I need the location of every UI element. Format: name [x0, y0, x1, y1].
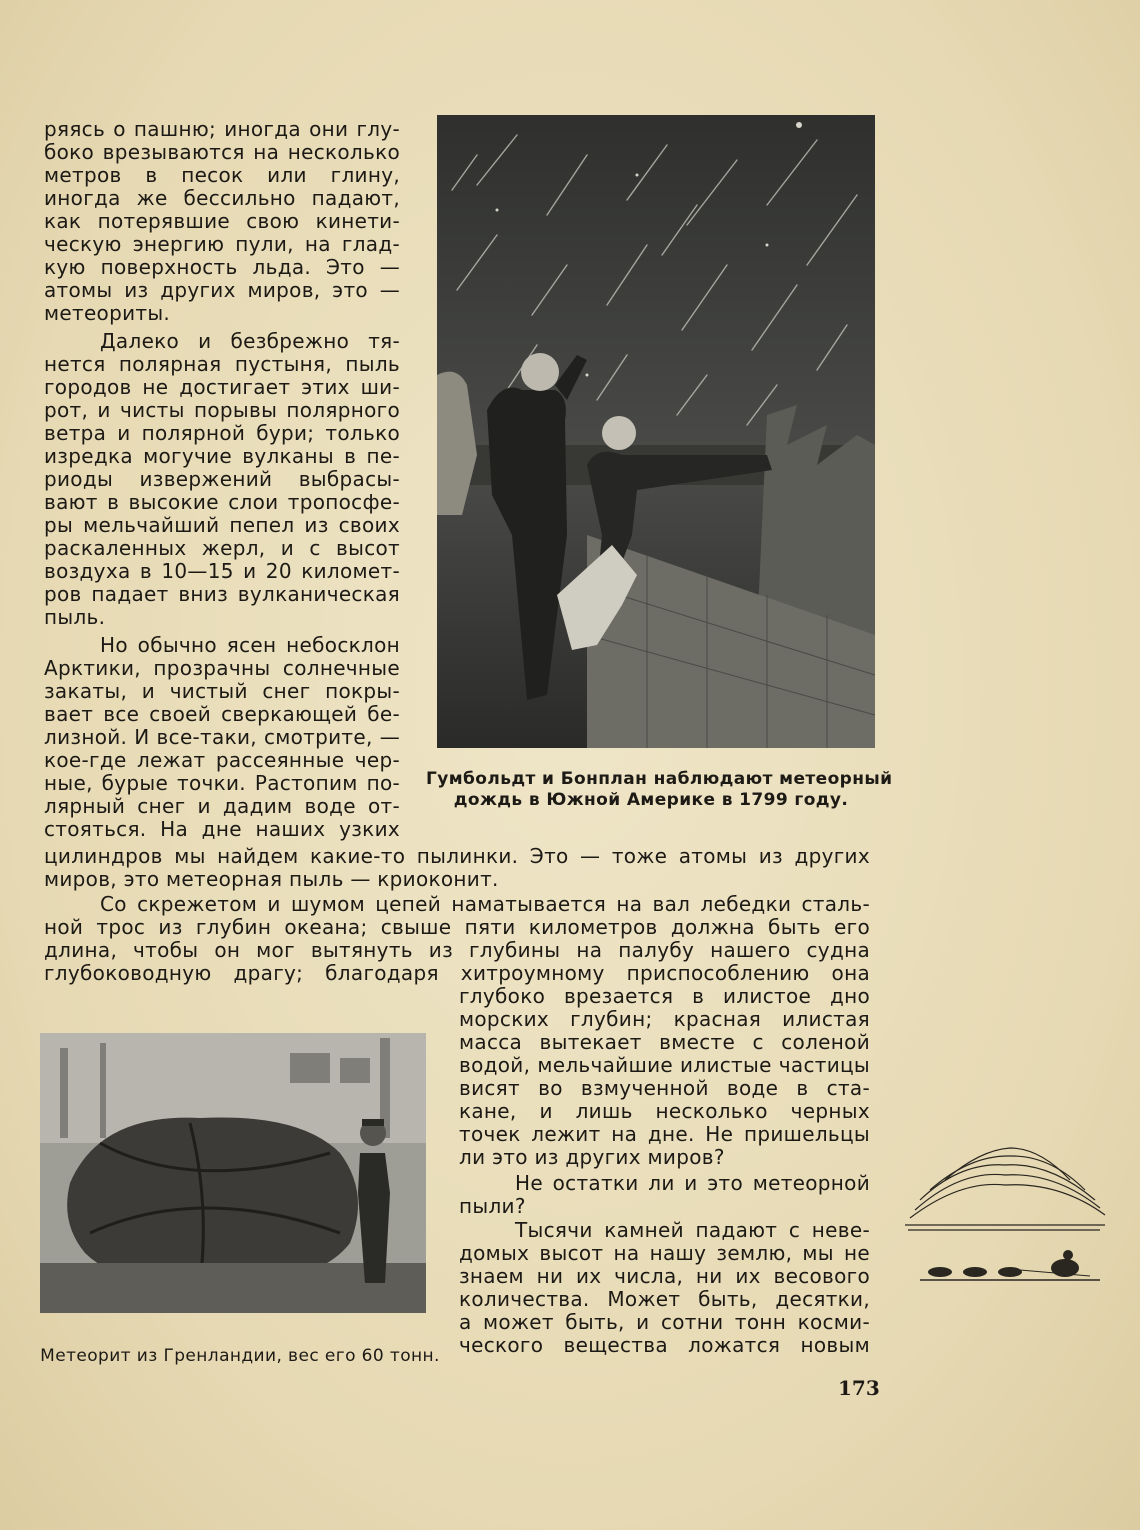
text-line: закаты, и чистый снег покры-	[44, 679, 400, 703]
text-line: кое-где лежат рассеянные чер-	[44, 748, 400, 772]
text-line: миров, это метеорная пыль — криоконит.	[44, 867, 499, 891]
figure-caption-top-line2: дождь в Южной Америке в 1799 году.	[453, 790, 849, 810]
text-line: морских глубин; красная илистая	[459, 1007, 870, 1031]
meteor-shower-drawing	[437, 115, 875, 748]
text-line: лизной. И все-таки, смотрите, —	[44, 725, 400, 749]
meteorite-photo-drawing	[40, 1033, 426, 1313]
text-line: пыли?	[459, 1194, 526, 1218]
text-line: городов не достигает этих ши-	[44, 375, 400, 399]
text-line: раскаленных жерл, и с высот	[44, 536, 400, 560]
text-line: ные, бурые точки. Растопим по-	[44, 771, 400, 795]
text-line: кане, и лишь несколько черных	[459, 1099, 870, 1123]
text-line: нется полярная пустыня, пыль	[44, 352, 400, 376]
text-line: точек лежит на дне. Не пришельцы	[459, 1122, 870, 1146]
text-line: ветра и полярной бури; только	[44, 421, 400, 445]
text-line: изредка могучие вулканы в пе-	[44, 444, 400, 468]
figure-caption-bottom: Метеорит из Гренландии, вес его 60 тонн.	[40, 1346, 440, 1366]
text-line: количества. Может быть, десятки,	[459, 1287, 870, 1311]
text-line: рот, и чисты порывы полярного	[44, 398, 400, 422]
text-line: ры мельчайший пепел из своих	[44, 513, 400, 537]
text-line: глубоководную драгу; благодаря хитроумному приспособлению она	[44, 961, 870, 985]
text-line: Не остатки ли и это метеорной	[515, 1171, 870, 1195]
text-line: вают в высокие слои тропосфе-	[44, 490, 400, 514]
text-line: домых высот на нашу землю, мы не	[459, 1241, 870, 1265]
text-line: Арктики, прозрачны солнечные	[44, 656, 400, 680]
text-line: цилиндров мы найдем какие-то пылинки. Это — тоже атомы из других	[44, 844, 870, 868]
text-line: масса вытекает вместе с соленой	[459, 1030, 870, 1054]
illustration-meteor-shower	[437, 115, 875, 748]
text-line: глубоко врезается в илистое дно	[459, 984, 870, 1008]
text-line: риоды извержений выбрасы-	[44, 467, 400, 491]
text-line: как потерявшие свою кинети-	[44, 209, 400, 233]
text-line: вает все своей сверкающей бе-	[44, 702, 400, 726]
text-line: ли это из других миров?	[459, 1145, 725, 1169]
text-line: ческую энергию пули, на глад-	[44, 232, 400, 256]
decorative-vignette	[900, 1140, 1110, 1300]
text-line: длина, чтобы он мог вытянуть из глубины на палубу нашего судна	[44, 938, 870, 962]
text-line: знаем ни их числа, ни их весового	[459, 1264, 870, 1288]
text-line: метеориты.	[44, 301, 171, 325]
text-line: ной трос из глубин океана; свыше пяти километров должна быть его	[44, 915, 870, 939]
text-line: Но обычно ясен небосклон	[100, 633, 400, 657]
text-line: ров падает вниз вулканическая	[44, 582, 400, 606]
text-line: водой, мельчайшие илистые частицы	[459, 1053, 870, 1077]
text-line: Со скрежетом и шумом цепей наматывается на вал лебедки сталь-	[100, 892, 870, 916]
text-line: пыль.	[44, 605, 106, 629]
text-line: ряясь о пашню; иногда они глу-	[44, 117, 400, 141]
text-line: воздуха в 10—15 и 20 километ-	[44, 559, 400, 583]
photo-greenland-meteorite	[40, 1033, 426, 1313]
text-line: иногда же бессильно падают,	[44, 186, 400, 210]
dog-sled-icon	[900, 1140, 1110, 1300]
text-line: Тысячи камней падают с неве-	[515, 1218, 870, 1242]
text-line: стояться. На дне наших узких	[44, 817, 400, 841]
text-line: а может быть, и сотни тонн косми-	[459, 1310, 870, 1334]
figure-caption-top: Гумбольдт и Бонплан наблюдают метеорный	[426, 769, 893, 789]
page-number: 173	[838, 1376, 880, 1400]
text-line: боко врезываются на несколько	[44, 140, 400, 164]
text-line: метров в песок или глину,	[44, 163, 400, 187]
text-line: висят во взмученной воде в ста-	[459, 1076, 870, 1100]
text-line: Далеко и безбрежно тя-	[100, 329, 400, 353]
text-line: лярный снег и дадим воде от-	[44, 794, 400, 818]
text-line: кую поверхность льда. Это —	[44, 255, 400, 279]
text-line: ческого вещества ложатся новым	[459, 1333, 870, 1357]
text-line: атомы из других миров, это —	[44, 278, 400, 302]
